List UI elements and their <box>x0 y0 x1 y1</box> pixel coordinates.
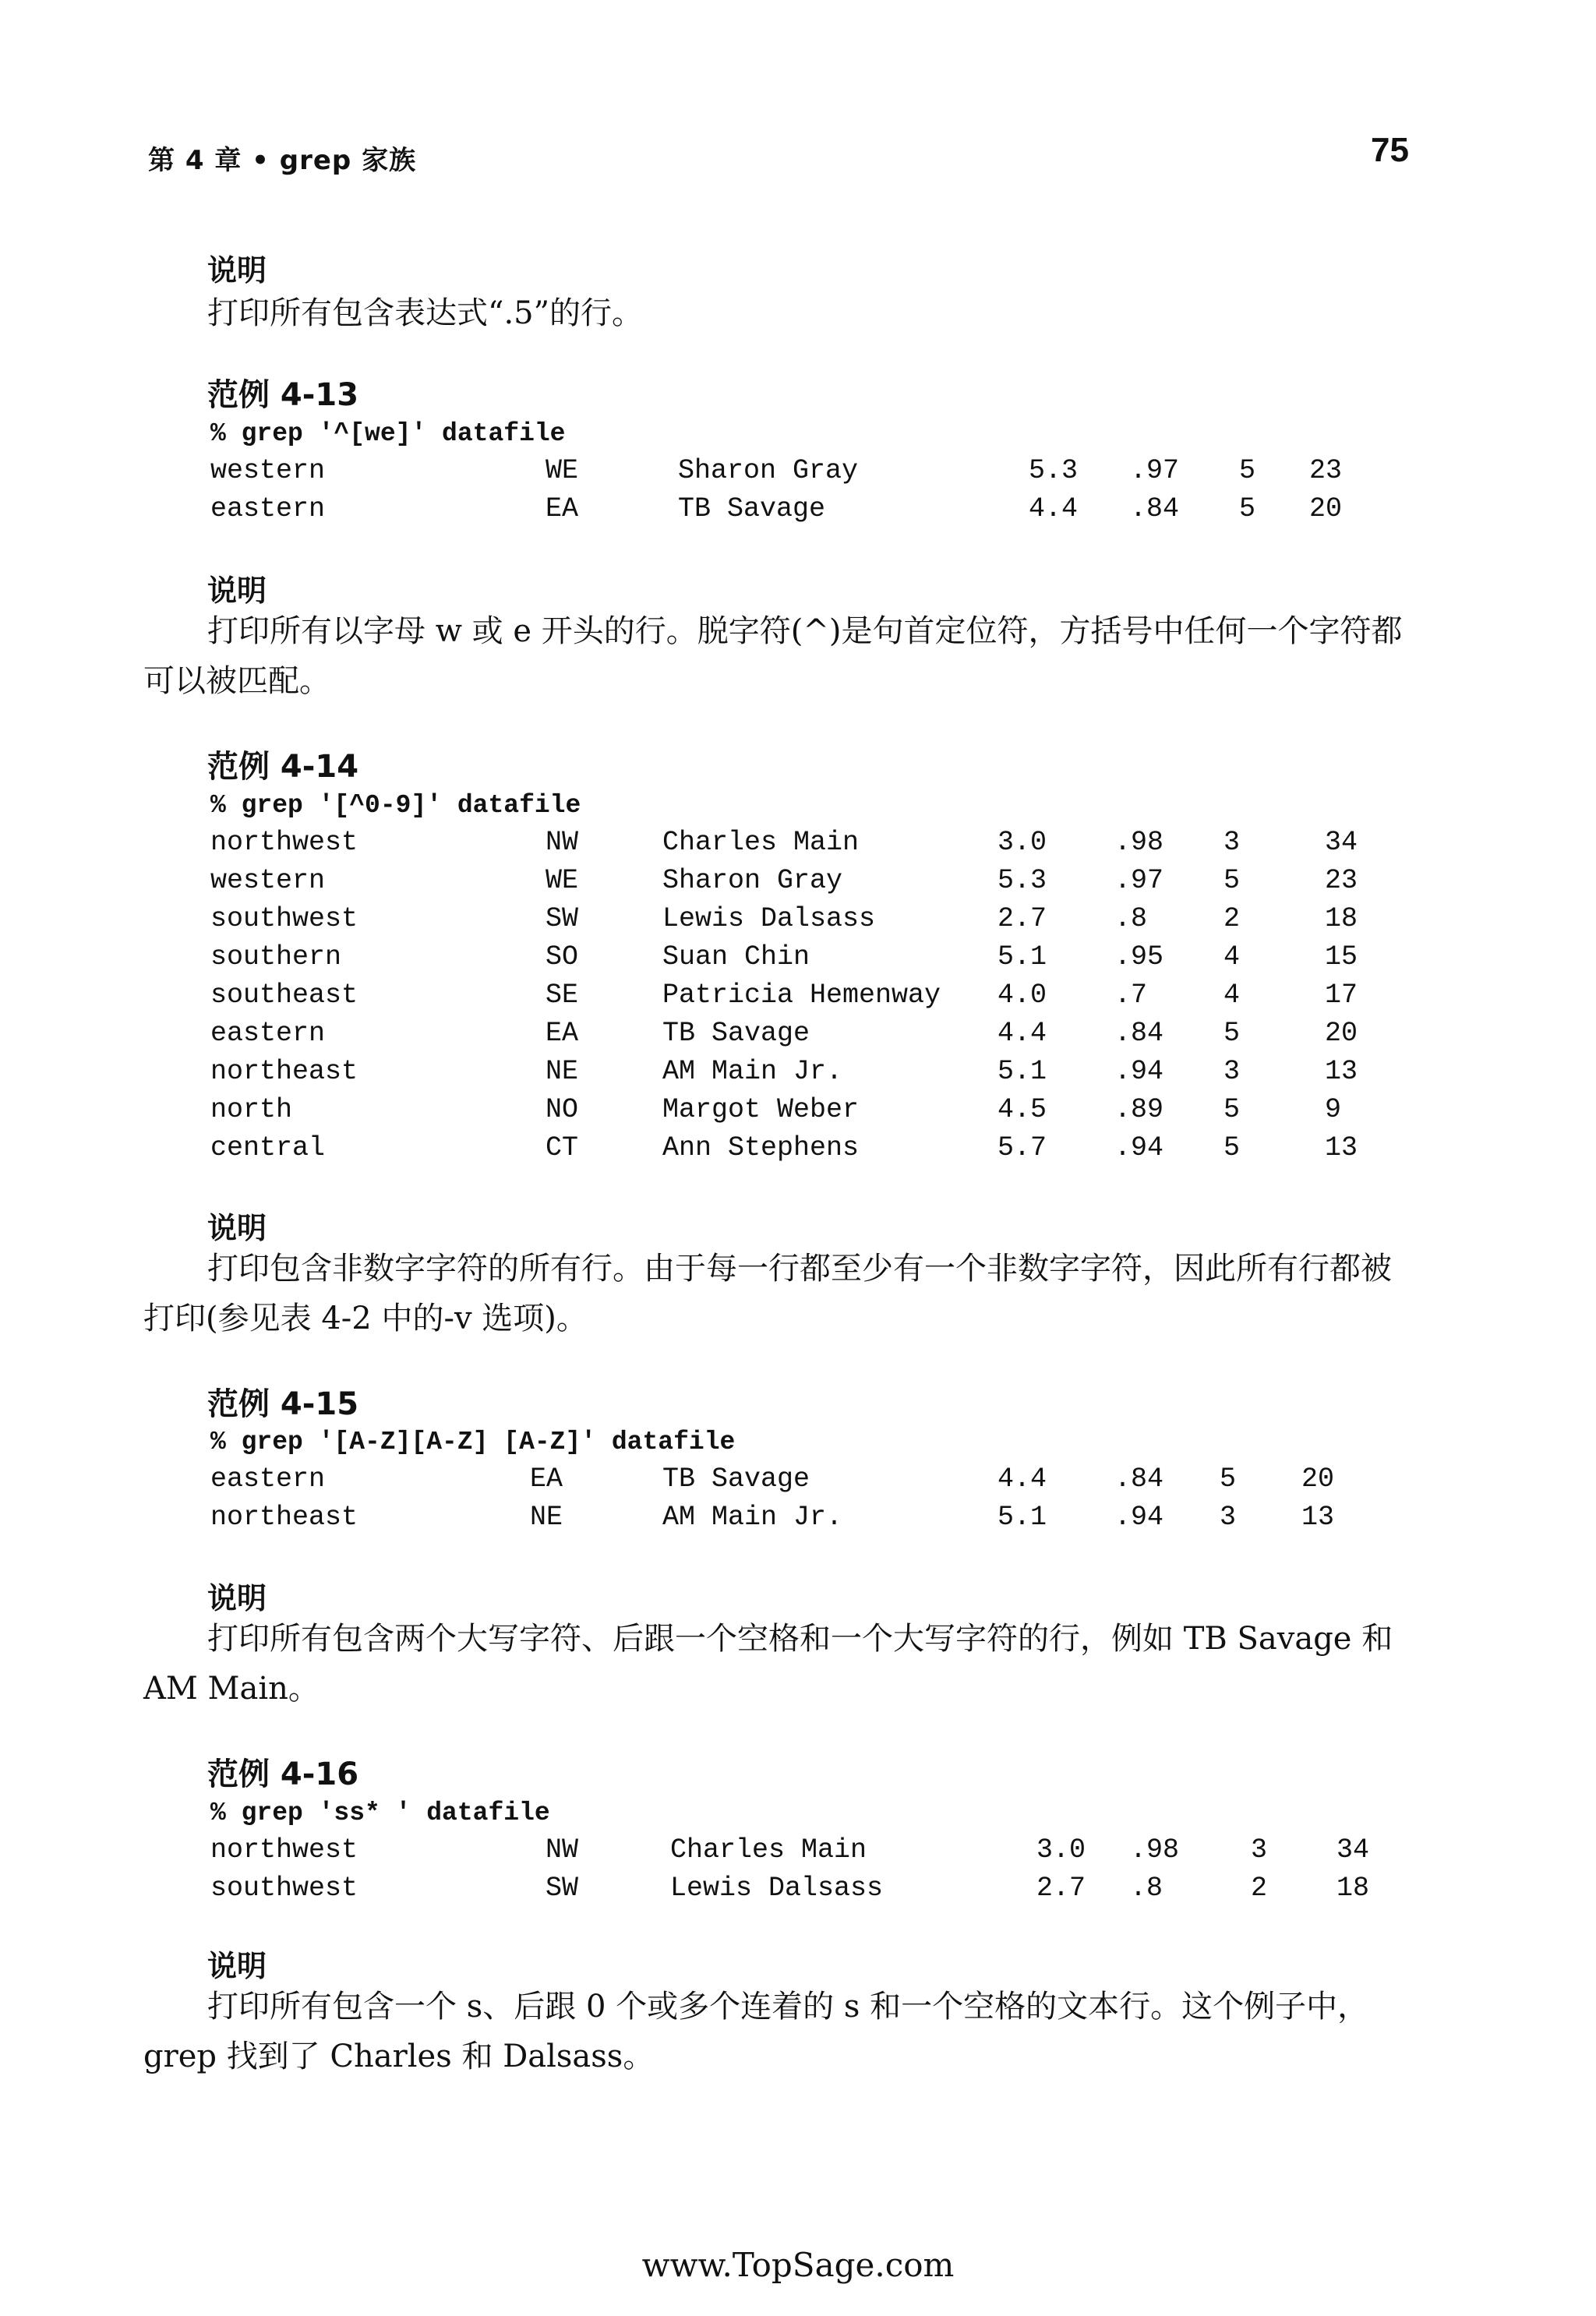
region-cell: northeast <box>210 1502 358 1533</box>
code-cell: NO <box>546 1094 579 1125</box>
region-cell: eastern <box>210 1463 326 1495</box>
region-cell: western <box>210 455 326 486</box>
value-cell: 5.7 <box>998 1132 1047 1163</box>
count-cell: 3 <box>1223 1056 1241 1087</box>
value-cell: 4.0 <box>998 980 1047 1011</box>
value-cell: 4.5 <box>998 1094 1047 1125</box>
grep-command: % grep '[A-Z][A-Z] [A-Z]' datafile <box>210 1428 736 1456</box>
code-cell: SW <box>546 1873 579 1904</box>
page-number: 75 <box>1371 131 1409 169</box>
region-cell: central <box>210 1132 326 1163</box>
count-cell: 5 <box>1239 493 1256 524</box>
value-cell: 5.3 <box>998 865 1047 896</box>
ratio-cell: .8 <box>1130 1873 1163 1904</box>
region-cell: southern <box>210 941 342 973</box>
value-cell: 5.3 <box>1029 455 1079 486</box>
chapter-header: 第 4 章 • grep 家族 <box>148 145 417 176</box>
example-title: 范例 4-16 <box>207 1756 359 1792</box>
code-cell: NE <box>546 1056 579 1087</box>
region-cell: southwest <box>210 903 358 934</box>
count-cell: 5 <box>1223 1132 1241 1163</box>
explanation-label: 说明 <box>207 1949 267 1983</box>
number-cell: 34 <box>1336 1834 1370 1866</box>
grep-command: % grep 'ss* ' datafile <box>210 1799 550 1827</box>
number-cell: 15 <box>1325 941 1358 973</box>
value-cell: 5.1 <box>998 1056 1047 1087</box>
number-cell: 20 <box>1309 493 1343 524</box>
explanation-text: 打印所有包含表达式“.5”的行。 <box>207 295 644 331</box>
table-row <box>0 903 1596 941</box>
code-cell: CT <box>546 1132 579 1163</box>
count-cell: 3 <box>1220 1502 1237 1533</box>
region-cell: eastern <box>210 1018 326 1049</box>
value-cell: 3.0 <box>1036 1834 1086 1866</box>
name-cell: Sharon Gray <box>678 455 859 486</box>
value-cell: 5.1 <box>998 941 1047 973</box>
name-cell: Suan Chin <box>662 941 810 973</box>
ratio-cell: .94 <box>1114 1132 1164 1163</box>
code-cell: SE <box>546 980 579 1011</box>
count-cell: 2 <box>1223 903 1241 934</box>
count-cell: 5 <box>1220 1463 1237 1495</box>
ratio-cell: .7 <box>1114 980 1148 1011</box>
ratio-cell: .97 <box>1114 865 1164 896</box>
ratio-cell: .94 <box>1114 1502 1164 1533</box>
explanation-text: 打印所有以字母 w 或 e 开头的行。脱字符(^)是句首定位符，方括号中任何一个字符都可以被匹配。 <box>143 613 1403 699</box>
name-cell: Ann Stephens <box>662 1132 860 1163</box>
number-cell: 13 <box>1325 1132 1358 1163</box>
name-cell: Charles Main <box>662 827 860 858</box>
example-title: 范例 4-14 <box>207 749 359 785</box>
value-cell: 2.7 <box>998 903 1047 934</box>
count-cell: 5 <box>1223 865 1241 896</box>
code-cell: EA <box>546 493 579 524</box>
code-cell: NE <box>530 1502 563 1533</box>
ratio-cell: .95 <box>1114 941 1164 973</box>
number-cell: 34 <box>1325 827 1358 858</box>
table-row <box>0 1018 1596 1055</box>
name-cell: Lewis Dalsass <box>670 1873 884 1904</box>
explanation-label: 说明 <box>207 574 267 608</box>
region-cell: northwest <box>210 827 358 858</box>
explanation-label: 说明 <box>207 1211 267 1245</box>
footer-url: www.TopSage.com <box>641 2246 955 2284</box>
value-cell: 5.1 <box>998 1502 1047 1533</box>
ratio-cell: .97 <box>1130 455 1180 486</box>
table-row <box>0 1132 1596 1170</box>
count-cell: 2 <box>1251 1873 1268 1904</box>
value-cell: 4.4 <box>1029 493 1079 524</box>
name-cell: Charles Main <box>670 1834 867 1866</box>
explanation-label: 说明 <box>207 253 267 288</box>
ratio-cell: .8 <box>1114 903 1148 934</box>
value-cell: 2.7 <box>1036 1873 1086 1904</box>
value-cell: 4.4 <box>998 1463 1047 1495</box>
ratio-cell: .98 <box>1130 1834 1180 1866</box>
ratio-cell: .84 <box>1114 1463 1164 1495</box>
code-cell: EA <box>530 1463 563 1495</box>
count-cell: 3 <box>1251 1834 1268 1866</box>
grep-command: % grep '[^0-9]' datafile <box>210 791 581 820</box>
region-cell: northwest <box>210 1834 358 1866</box>
table-row <box>0 941 1596 979</box>
count-cell: 5 <box>1223 1018 1241 1049</box>
name-cell: TB Savage <box>662 1463 810 1495</box>
number-cell: 20 <box>1301 1463 1335 1495</box>
code-cell: SO <box>546 941 579 973</box>
table-row <box>0 827 1596 864</box>
table-row <box>0 1094 1596 1132</box>
number-cell: 9 <box>1325 1094 1342 1125</box>
count-cell: 5 <box>1239 455 1256 486</box>
table-row <box>0 1834 1596 1872</box>
ratio-cell: .89 <box>1114 1094 1164 1125</box>
code-cell: NW <box>546 1834 579 1866</box>
example-title: 范例 4-13 <box>207 377 359 413</box>
count-cell: 4 <box>1223 941 1241 973</box>
name-cell: AM Main Jr. <box>662 1502 843 1533</box>
explanation-label: 说明 <box>207 1581 267 1615</box>
number-cell: 18 <box>1325 903 1358 934</box>
count-cell: 4 <box>1223 980 1241 1011</box>
value-cell: 4.4 <box>998 1018 1047 1049</box>
code-cell: NW <box>546 827 579 858</box>
name-cell: TB Savage <box>662 1018 810 1049</box>
name-cell: TB Savage <box>678 493 826 524</box>
region-cell: southeast <box>210 980 358 1011</box>
name-cell: AM Main Jr. <box>662 1056 843 1087</box>
table-row <box>0 1056 1596 1093</box>
name-cell: Lewis Dalsass <box>662 903 876 934</box>
code-cell: WE <box>546 455 579 486</box>
table-row <box>0 455 1596 493</box>
name-cell: Patricia Hemenway <box>662 980 941 1011</box>
grep-command: % grep '^[we]' datafile <box>210 419 566 448</box>
table-row <box>0 980 1596 1017</box>
table-row <box>0 1502 1596 1539</box>
number-cell: 13 <box>1325 1056 1358 1087</box>
number-cell: 23 <box>1325 865 1358 896</box>
code-cell: SW <box>546 903 579 934</box>
table-row <box>0 1873 1596 1910</box>
count-cell: 5 <box>1223 1094 1241 1125</box>
count-cell: 3 <box>1223 827 1241 858</box>
name-cell: Sharon Gray <box>662 865 843 896</box>
value-cell: 3.0 <box>998 827 1047 858</box>
region-cell: northeast <box>210 1056 358 1087</box>
code-cell: EA <box>546 1018 579 1049</box>
region-cell: eastern <box>210 493 326 524</box>
explanation-text: 打印所有包含两个大写字符、后跟一个空格和一个大写字符的行，例如 TB Savage 和 AM Main。 <box>143 1621 1393 1707</box>
number-cell: 13 <box>1301 1502 1335 1533</box>
example-title: 范例 4-15 <box>207 1386 359 1422</box>
ratio-cell: .84 <box>1114 1018 1164 1049</box>
table-row <box>0 865 1596 902</box>
number-cell: 20 <box>1325 1018 1358 1049</box>
explanation-text: 打印所有包含一个 s、后跟 0 个或多个连着的 s 和一个空格的文本行。这个例子中，grep 找到了 Charles 和 Dalsass。 <box>143 1989 1369 2074</box>
code-cell: WE <box>546 865 579 896</box>
table-row <box>0 493 1596 531</box>
table-row <box>0 1463 1596 1501</box>
region-cell: north <box>210 1094 293 1125</box>
number-cell: 17 <box>1325 980 1358 1011</box>
region-cell: western <box>210 865 326 896</box>
number-cell: 18 <box>1336 1873 1370 1904</box>
name-cell: Margot Weber <box>662 1094 860 1125</box>
region-cell: southwest <box>210 1873 358 1904</box>
ratio-cell: .98 <box>1114 827 1164 858</box>
explanation-text: 打印包含非数字字符的所有行。由于每一行都至少有一个非数字字符，因此所有行都被打印(参见表 4-2 中的-v 选项)。 <box>143 1251 1392 1336</box>
number-cell: 23 <box>1309 455 1343 486</box>
ratio-cell: .94 <box>1114 1056 1164 1087</box>
ratio-cell: .84 <box>1130 493 1180 524</box>
